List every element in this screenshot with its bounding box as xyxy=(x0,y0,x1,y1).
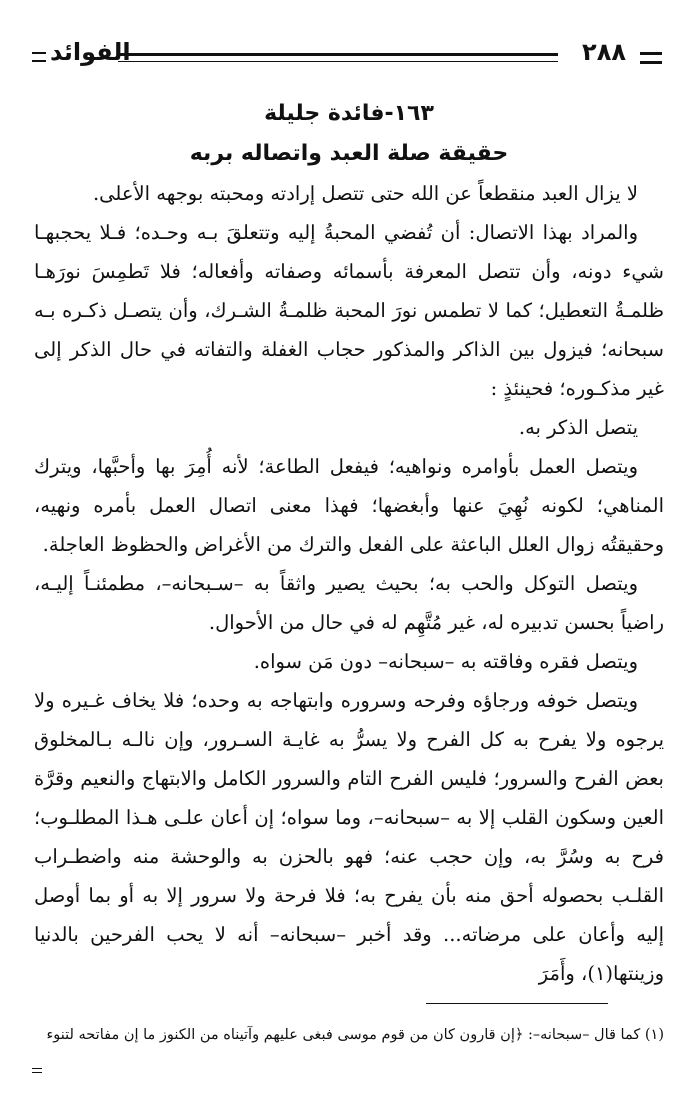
footnote: (١) كما قال –سبحانه–: ﴿إن قارون كان من قوم موسى فبغى عليهم وآتيناه من الكنوز ما إن مفاتحه لتنوء xyxy=(46,1027,664,1043)
header-ornament-right xyxy=(640,52,662,64)
paragraph: ويتصل العمل بأوامره ونواهيه؛ فيفعل الطاعة؛ لأنه أُمِرَ بها وأحبَّها، ويترك المناهي؛ لكونه نُهِيَ عنها وأبغضها؛ فهذا معنى اتصال العمل بأمره ونهيه، وحقيقتُه زوال العلل الباعثة على الفعل والترك من الأغراض والحظوظ العاجلة. xyxy=(34,455,664,556)
paragraph: ويتصل التوكل والحب به؛ بحيث يصير واثقاً به –سـبحانه–، مطمئنـاً إليـه، راضياً بحسن تدبيره له، غير مُتَّهِم له في حال من الأحوال. xyxy=(34,572,664,634)
page-header xyxy=(28,38,670,78)
header-ornament-left xyxy=(32,52,46,62)
footnote-separator xyxy=(426,1003,608,1004)
paragraph: والمراد بهذا الاتصال: أن تُفضي المحبةُ إليه وتتعلقَ بـه وحـده؛ فـلا يحجبهـا شيء دونه، وأن تتصل المعرفة بأسمائه وصفاته وأفعاله؛ فلا تَطمِسَ نورَهـا ظلمـةُ التعطيل؛ كما لا تطمس نورَ المحبة ظلمـةُ الشـرك، وأن يتصـل ذكـره بـه سبحانه؛ فيزول بين الذاكر والمذكور حجاب الغفلة والتفاته في حال الذكر إلى غير مذكـوره؛ فحينئذٍ : xyxy=(34,221,664,400)
section-subtitle: حقيقة صلة العبد واتصاله بربه xyxy=(189,141,509,166)
paragraph: ويتصل فقره وفاقته به –سبحانه– دون مَن سواه. xyxy=(253,650,638,673)
main-text xyxy=(34,174,664,993)
continuation-mark xyxy=(32,1068,42,1073)
page-number: ٢٨٨ xyxy=(582,38,626,66)
paragraph: يتصل الذكر به. xyxy=(518,416,638,439)
running-title: الفوائد xyxy=(50,38,131,66)
paragraph: لا يزال العبد منقطعاً عن الله حتى تتصل إرادته ومحبته بوجهه الأعلى. xyxy=(92,182,638,205)
paragraph: ويتصل خوفه ورجاؤه وفرحه وسروره وابتهاجه به وحده؛ فلا يخاف غـيره ولا يرجوه ولا يفرح به كل الفرح ولا يسرُّ به غايـة السـرور، وإن نالـه بـالمخلوق بعض الفرح والسرور؛ فليس الفرح التام والسرور الكامل والابتهاج والنعيم وقرَّة العين وسكون القلب إلا به –سبحانه–، وما سواه؛ إن أعان علـى هـذا المطلـوب؛ فرح به وسُرَّ به، وإن حجب عنه؛ فهو بالحزن به والوحشة منه واضطـراب القلـب بحصوله أحق منه بأن يفرح به؛ فلا فرحة ولا سرور إلا به أو بما أوصل إليه وأعان على مرضاته... وقد أخبر –سبحانه– أنه لا يحب الفرحين بالدنيا وزينتها(١)، وأَمَرَ xyxy=(34,689,664,985)
section-heading: ١٦٣-فائدة جليلة xyxy=(264,101,434,126)
header-rule xyxy=(118,53,558,62)
